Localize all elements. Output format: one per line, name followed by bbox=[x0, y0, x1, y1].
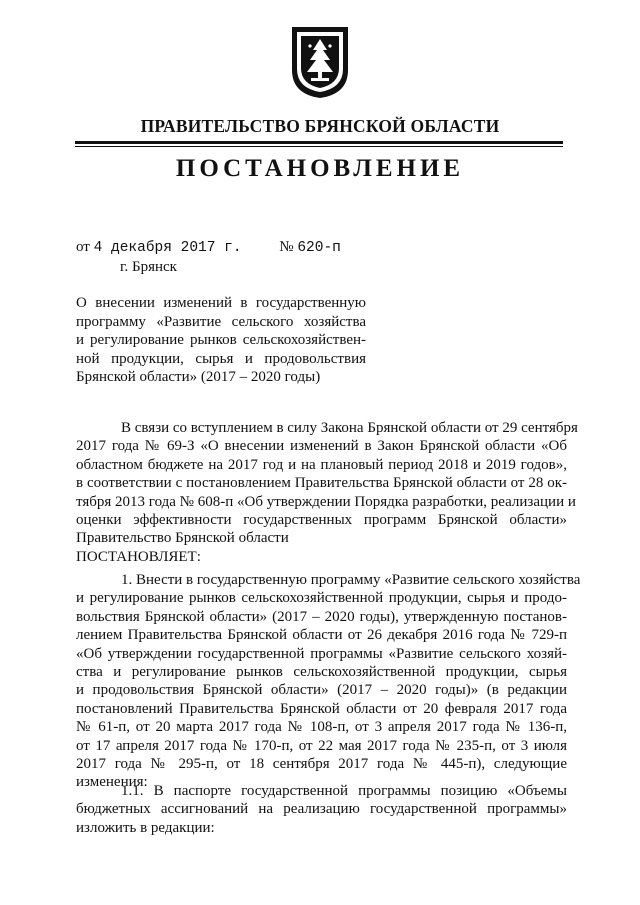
document-date: 4 декабря 2017 г. bbox=[93, 240, 242, 256]
item-1-paragraph bbox=[76, 571, 581, 792]
paragraph-line: оценки эффективности государственных программ Брянской области» bbox=[76, 512, 567, 529]
subject-line: и регулирование рынков сельскохозяйствен- bbox=[76, 332, 366, 348]
paragraph-line: № 61-п, от 20 марта 2017 года № 108-п, от 3 апреля 2017 года № 136-п, bbox=[76, 719, 567, 736]
subject-line: Брянской области» (2017 – 2020 годы) bbox=[76, 369, 321, 385]
paragraph-line: ства и регулирование рынков сельскохозяйственной продукции, сырья bbox=[76, 664, 567, 681]
resolves-line: ПОСТАНОВЛЯЕТ: bbox=[76, 548, 201, 565]
document-number: 620-п bbox=[297, 240, 341, 256]
paragraph-line: 1.1. В паспорте государственной программы позицию «Объемы bbox=[121, 783, 567, 799]
number-label: № bbox=[279, 239, 294, 255]
paragraph-line: от 17 апреля 2017 года № 170-п, от 22 мая 2017 года № 235-п, от 3 июля bbox=[76, 737, 567, 754]
paragraph-line: тября 2013 года № 608-п «Об утверждении Порядка разработки, реализации и bbox=[76, 493, 576, 510]
date-prefix: от bbox=[76, 239, 90, 255]
item-1-1-paragraph bbox=[76, 782, 567, 837]
header-rule-thin bbox=[75, 146, 563, 147]
subject-line: программу «Развитие сельского хозяйства bbox=[76, 313, 366, 330]
paragraph-line: изменения: bbox=[76, 774, 148, 791]
document-type: ПОСТАНОВЛЕНИЕ bbox=[175, 155, 465, 182]
bryansk-coat-of-arms-icon bbox=[289, 24, 351, 100]
government-title: ПРАВИТЕЛЬСТВО БРЯНСКОЙ ОБЛАСТИ bbox=[140, 116, 500, 136]
paragraph-line: «Об утверждении государственной программы «Развитие сельского хозяй- bbox=[76, 645, 567, 662]
subject-line: О внесении изменений в государственную bbox=[76, 295, 366, 311]
paragraph-line: изложить в редакции: bbox=[76, 819, 215, 836]
paragraph-line: Правительство Брянской области bbox=[76, 530, 289, 547]
paragraph-line: В связи со вступлением в силу Закона Брянской области от 29 сентября bbox=[121, 420, 578, 436]
document-subject bbox=[76, 294, 366, 387]
city: г. Брянск bbox=[120, 259, 177, 275]
paragraph-line: лением Правительства Брянской области от 26 декабря 2016 года № 729-п bbox=[76, 627, 567, 644]
paragraph-line: 1. Внести в государственную программу «Развитие сельского хозяйства bbox=[121, 572, 581, 588]
header-rule-thick bbox=[75, 141, 563, 144]
paragraph-line: 2017 года № 69-З «О внесении изменений в Закон Брянской области «Об bbox=[76, 438, 567, 455]
subject-line: ной продукции, сырья и продовольствия bbox=[76, 350, 366, 367]
paragraph-line: и продовольствия Брянской области» (2017 – 2020 годы)» (в редакции bbox=[76, 682, 567, 699]
date-number-line bbox=[76, 239, 341, 256]
paragraph-line: и регулирование рынков сельскохозяйственной продукции, сырья и продо- bbox=[76, 590, 567, 607]
paragraph-line: бюджетных ассигнований на реализацию государственной программы» bbox=[76, 801, 567, 818]
paragraph-line: постановлений Правительства Брянской области от 20 февраля 2017 года bbox=[76, 700, 567, 717]
preamble-paragraph bbox=[76, 419, 578, 566]
paragraph-line: 2017 года № 295-п, от 18 сентября 2017 года № 445-п), следующие bbox=[76, 756, 567, 773]
paragraph-line: вольствия Брянской области» (2017 – 2020 годы), утвержденную постанов- bbox=[76, 608, 567, 625]
paragraph-line: областном бюджете на 2017 год и на плановый период 2018 и 2019 годов», bbox=[76, 456, 567, 473]
paragraph-line: в соответствии с постановлением Правительства Брянской области от 28 ок- bbox=[76, 475, 567, 492]
